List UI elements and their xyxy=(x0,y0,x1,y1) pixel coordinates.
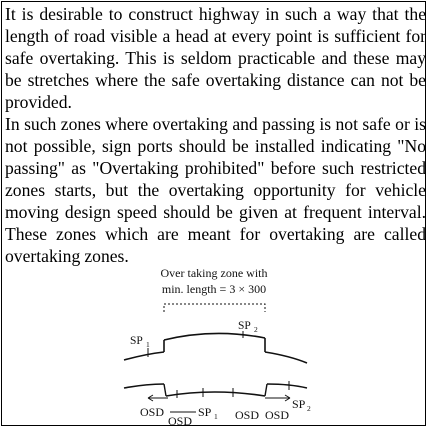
bottom-sp2-sub: 2 xyxy=(307,404,311,413)
label-sp2-sub: 2 xyxy=(254,325,258,334)
lower-road-mid xyxy=(166,392,265,396)
bottom-osd-right2: OSD xyxy=(265,408,290,422)
lower-step-right xyxy=(265,384,267,396)
bottom-sp1-sub: 1 xyxy=(214,412,218,421)
lower-step-left xyxy=(164,384,166,396)
bottom-osd-right1: OSD xyxy=(235,408,260,422)
bottom-osd-mid: OSD xyxy=(168,414,193,428)
road-right-exit xyxy=(265,352,307,363)
figure-title-line1: Over taking zone with xyxy=(160,266,268,280)
diagram-svg xyxy=(102,264,332,430)
paragraph-2: In such zones where overtaking and passing is not safe or is not possible, sign ports should be installed indicating "No passing" as "Overtaking prohibited" before such restricted zones starts, but the overtaking opportunity for vehicle moving design speed should be given at frequent interval. These zones which are meant for overtaking are called overtaking zones. xyxy=(5,114,426,266)
document-frame xyxy=(1,1,426,426)
lower-road-right xyxy=(267,384,307,388)
road-left-approach xyxy=(124,352,164,360)
document-body xyxy=(5,3,426,267)
bottom-sp1: SP xyxy=(198,405,212,419)
figure-title-line2: min. length = 3 × 300 xyxy=(161,282,267,296)
zone-bracket xyxy=(164,304,265,312)
label-sp2: SP xyxy=(238,320,251,332)
lower-road-left xyxy=(124,384,164,388)
bottom-sp2: SP xyxy=(292,397,306,411)
label-sp1: SP xyxy=(130,335,143,347)
overtaking-zone-diagram xyxy=(102,264,332,430)
bottom-osd-left: OSD xyxy=(140,405,165,419)
zone-road-top xyxy=(164,333,265,340)
paragraph-1: It is desirable to construct highway in such a way that the length of road visible a head at every point is sufficient for safe overtaking. This is seldom practicable and these may be stretches where the safe overtaking distance can not be provided. xyxy=(5,4,426,112)
label-sp1-sub: 1 xyxy=(146,340,150,349)
